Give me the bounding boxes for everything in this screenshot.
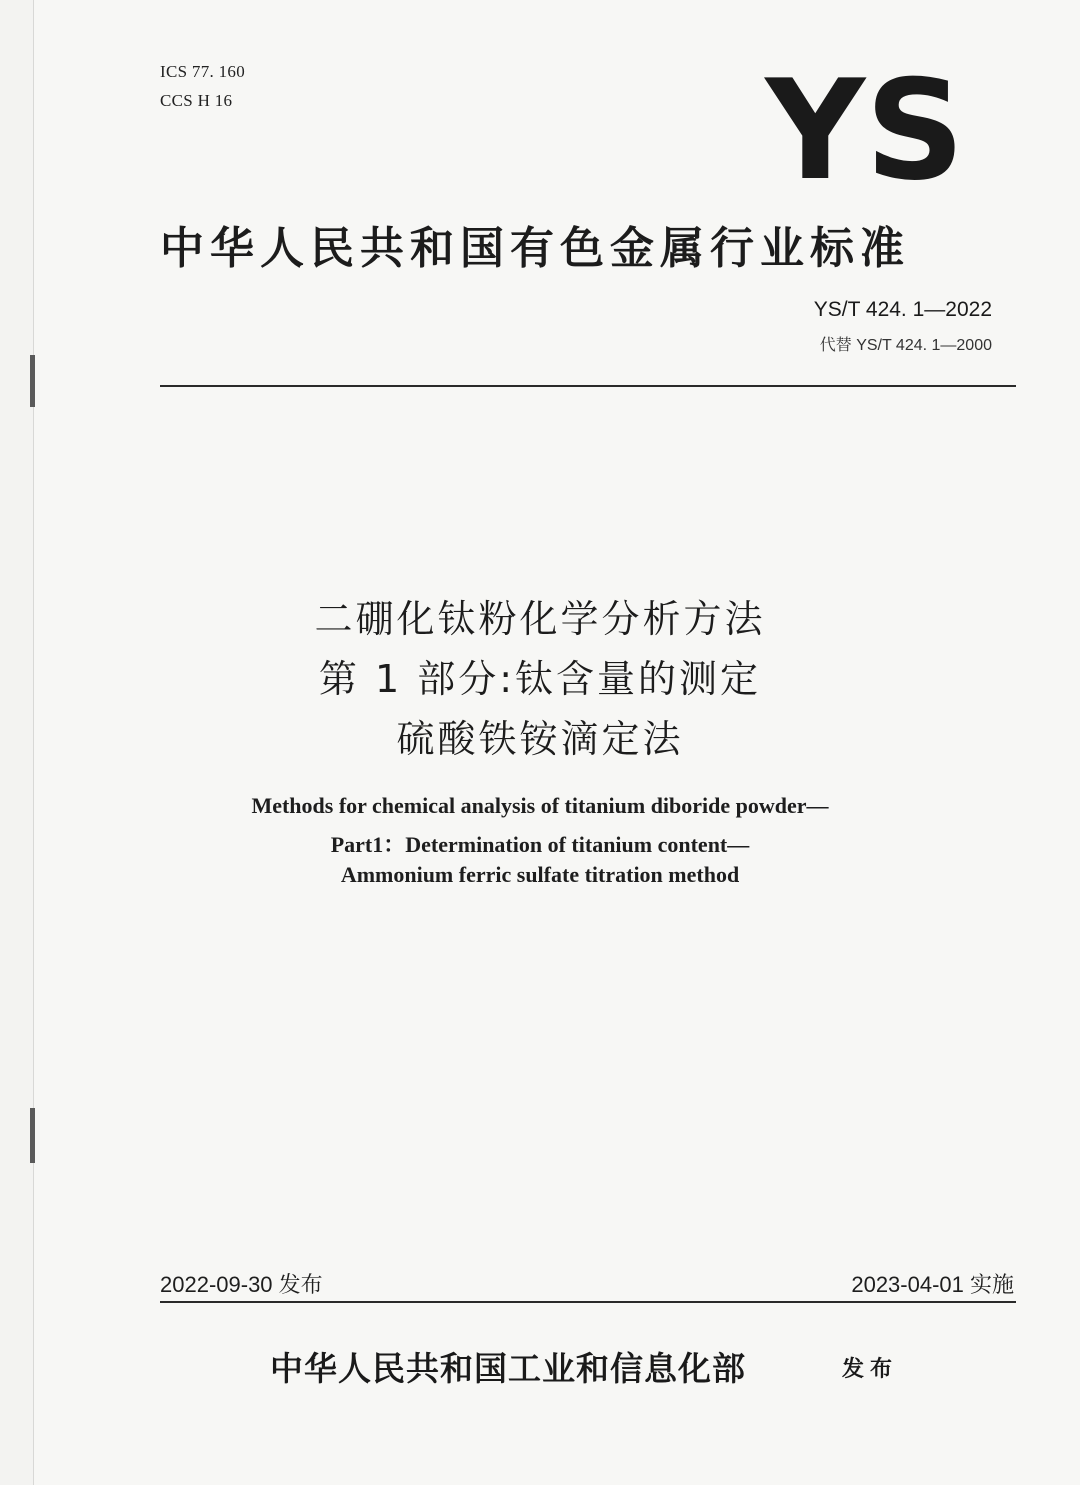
title-en-line2: Part1：Determination of titanium content— xyxy=(330,832,750,857)
implementation-date: 2023-04-01 实施 xyxy=(851,1272,1014,1297)
header-divider xyxy=(160,385,1016,387)
publisher-name: 中华人民共和国工业和信息化部 xyxy=(270,1349,746,1388)
ys-logo xyxy=(760,60,970,190)
ccs-code: CCS H 16 xyxy=(160,91,233,110)
title-cn-line1: 二硼化钛粉化学分析方法 xyxy=(314,597,766,641)
title-cn-line3: 硫酸铁铵滴定法 xyxy=(396,717,684,761)
standard-number: YS/T 424. 1—2022 xyxy=(813,298,992,321)
binding-mark-bottom xyxy=(30,1108,35,1163)
ys-logo-text: YS xyxy=(765,60,965,190)
binding-mark-top xyxy=(30,355,35,407)
title-cn-line2: 第 1 部分:钛含量的测定 xyxy=(318,657,762,701)
title-en-line3: Ammonium ferric sulfate titration method xyxy=(340,862,740,887)
replaces-standard: 代替 YS/T 424. 1—2000 xyxy=(819,337,992,354)
publish-label: 发布 xyxy=(842,1356,899,1382)
ics-code: ICS 77. 160 xyxy=(160,62,246,81)
date-divider xyxy=(160,1301,1016,1303)
industry-standard-title: 中华人民共和国有色金属行业标准 xyxy=(160,223,910,274)
title-en-line1: Methods for chemical analysis of titanium diboride powder— xyxy=(251,793,829,818)
issue-date: 2022-09-30 发布 xyxy=(160,1272,323,1297)
